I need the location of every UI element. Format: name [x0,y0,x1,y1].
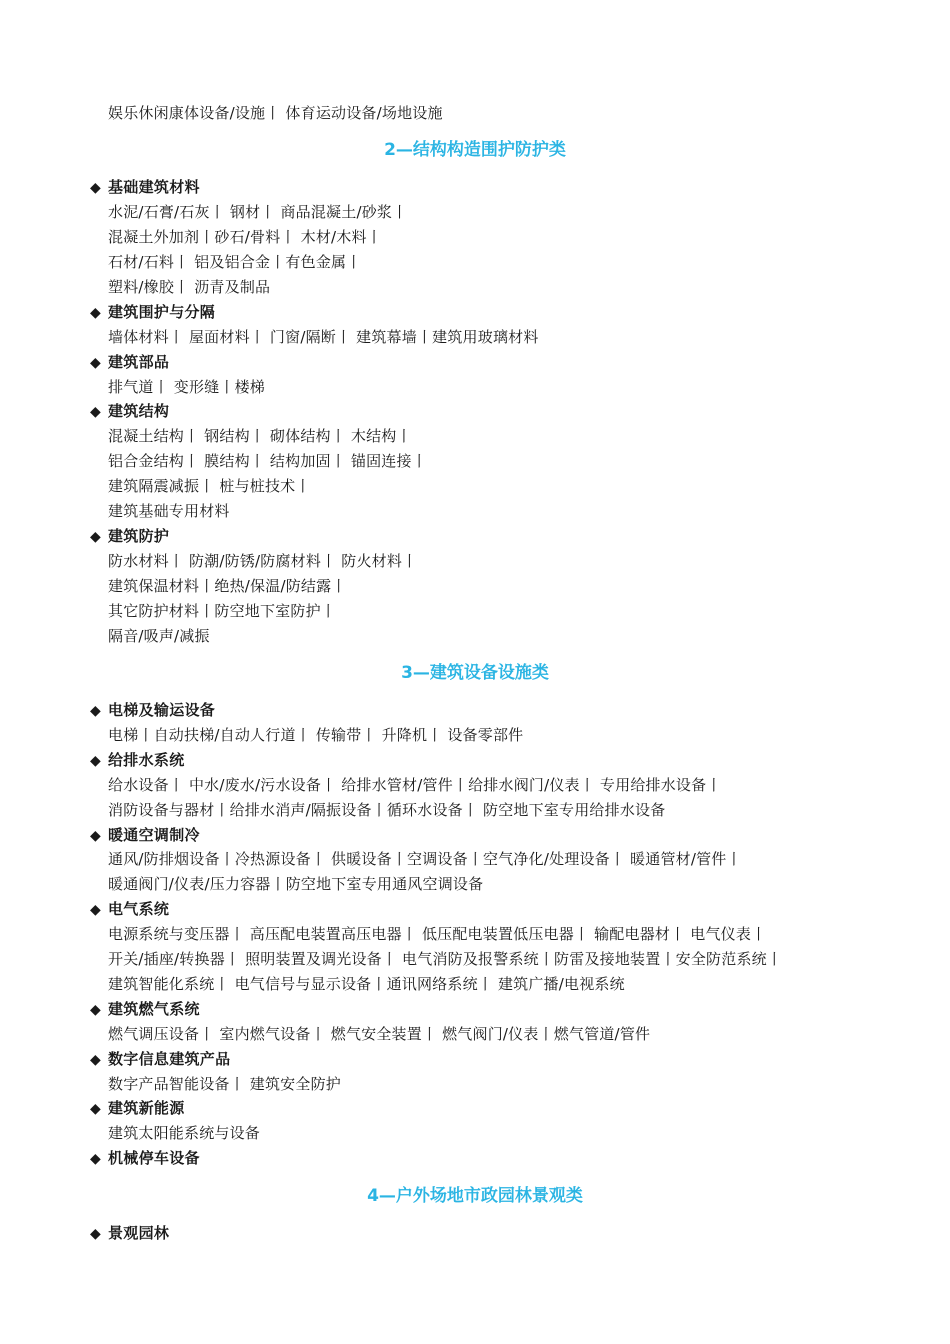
category-label: 暖通空调制冷 [108,826,200,844]
text-line: 石材/石料丨 铝及铝合金丨有色金属丨 [108,253,362,271]
category-heading [90,302,215,323]
diamond-bullet-icon: ◆ [90,1151,102,1167]
text-line: 暖通阀门/仪表/压力容器丨防空地下室专用通风空调设备 [108,875,484,893]
text-line: 混凝土结构丨 钢结构丨 砌体结构丨 木结构丨 [108,427,412,445]
text-line: 建筑隔震减振丨 桩与桩技术丨 [108,477,311,495]
category-label: 电气系统 [108,900,170,918]
text-line: 排气道丨 变形缝丨楼梯 [108,378,265,396]
text-line: 塑料/橡胶丨 沥青及制品 [108,278,271,296]
category-label: 电梯及输运设备 [108,701,216,719]
category-label: 建筑结构 [108,402,170,420]
category-heading [90,750,185,771]
category-heading [90,401,169,422]
category-heading [90,526,169,547]
diamond-bullet-icon: ◆ [90,355,102,371]
text-line: 电源系统与变压器丨 高压配电装置高压电器丨 低压配电装置低压电器丨 输配电器材丨 电气仪表丨 [108,925,767,943]
category-label: 建筑围护与分隔 [108,303,216,321]
text-line: 数字产品智能设备丨 建筑安全防护 [108,1075,341,1093]
category-label: 景观园林 [108,1224,170,1242]
category-label: 数字信息建筑产品 [108,1050,231,1068]
diamond-bullet-icon: ◆ [90,1226,102,1242]
category-heading [90,999,200,1020]
text-line: 建筑太阳能系统与设备 [108,1124,261,1142]
text-line: 娱乐休闲康体设备/设施丨 体育运动设备/场地设施 [108,104,443,122]
diamond-bullet-icon: ◆ [90,1101,102,1117]
category-heading [90,177,200,198]
category-label: 建筑部品 [108,353,170,371]
text-line: 建筑保温材料丨绝热/保温/防结露丨 [108,577,347,595]
diamond-bullet-icon: ◆ [90,902,102,918]
text-line: 隔音/吸声/减振 [108,627,210,645]
category-heading [90,1223,169,1244]
text-line: 燃气调压设备丨 室内燃气设备丨 燃气安全装置丨 燃气阀门/仪表丨燃气管道/管件 [108,1025,651,1043]
category-label: 基础建筑材料 [108,178,200,196]
diamond-bullet-icon: ◆ [90,828,102,844]
diamond-bullet-icon: ◆ [90,703,102,719]
text-line: 建筑基础专用材料 [108,502,230,520]
text-line: 铝合金结构丨 膜结构丨 结构加固丨 锚固连接丨 [108,452,427,470]
diamond-bullet-icon: ◆ [90,404,102,420]
category-heading [90,1148,200,1169]
diamond-bullet-icon: ◆ [90,1052,102,1068]
category-label: 建筑新能源 [108,1099,185,1117]
diamond-bullet-icon: ◆ [90,1002,102,1018]
category-heading [90,700,215,721]
category-heading [90,899,169,920]
category-label: 建筑防护 [108,527,170,545]
text-line: 电梯丨自动扶梯/自动人行道丨 传输带丨 升降机丨 设备零部件 [108,726,524,744]
diamond-bullet-icon: ◆ [90,529,102,545]
diamond-bullet-icon: ◆ [90,180,102,196]
category-heading [90,825,200,846]
diamond-bullet-icon: ◆ [90,305,102,321]
category-label: 建筑燃气系统 [108,1000,200,1018]
text-line: 开关/插座/转换器丨 照明装置及调光设备丨 电气消防及报警系统丨防雷及接地装置丨安全防范系统丨 [108,950,783,968]
category-heading [90,1098,185,1119]
text-line: 建筑智能化系统丨 电气信号与显示设备丨通讯网络系统丨 建筑广播/电视系统 [108,975,625,993]
category-label: 给排水系统 [108,751,185,769]
text-line: 消防设备与器材丨给排水消声/隔振设备丨循环水设备丨 防空地下室专用给排水设备 [108,801,666,819]
text-line: 给水设备丨 中水/废水/污水设备丨 给排水管材/管件丨给排水阀门/仪表丨 专用给排水设备丨 [108,776,722,794]
text-line: 通风/防排烟设备丨冷热源设备丨 供暖设备丨空调设备丨空气净化/处理设备丨 暖通管材/管件丨 [108,850,742,868]
category-heading [90,352,169,373]
category-label: 机械停车设备 [108,1149,200,1167]
text-line: 墙体材料丨 屋面材料丨 门窗/隔断丨 建筑幕墙丨建筑用玻璃材料 [108,328,539,346]
category-heading [90,1049,230,1070]
section-heading: 4—户外场地市政园林景观类 [367,1186,583,1206]
text-line: 混凝土外加剂丨砂石/骨料丨 木材/木料丨 [108,228,382,246]
text-line: 其它防护材料丨防空地下室防护丨 [108,602,337,620]
text-line: 防水材料丨 防潮/防锈/防腐材料丨 防火材料丨 [108,552,418,570]
section-heading: 3—建筑设备设施类 [401,663,549,683]
section-heading: 2—结构构造围护防护类 [384,140,566,160]
diamond-bullet-icon: ◆ [90,753,102,769]
text-line: 水泥/石膏/石灰丨 钢材丨 商品混凝土/砂浆丨 [108,203,408,221]
